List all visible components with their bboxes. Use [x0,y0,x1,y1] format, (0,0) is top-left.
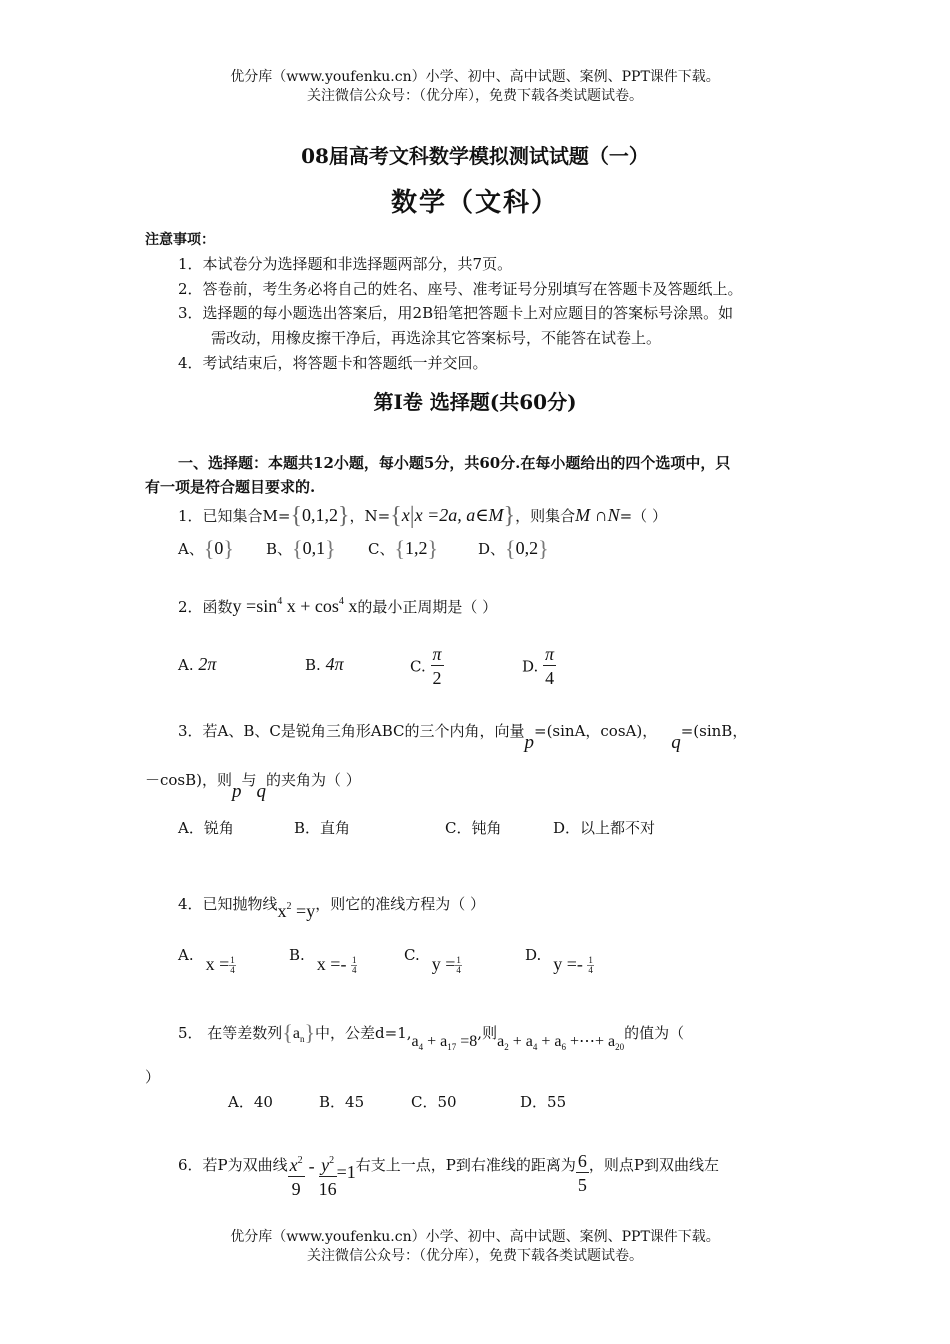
notice-item-4: 4．考试结束后，将答题卡和答题纸一并交回。 [178,354,488,372]
q3-option-c[interactable]: C．钝角 [445,819,502,837]
q1-option-d[interactable]: D、{0,2} [478,536,549,561]
q2-option-d[interactable]: D. $\frac{\pi}{4}$ [522,644,555,688]
section-instruction-1: 一、选择题：本题共12小题，每小题5分，共60分.在每小题给出的四个选项中，只 [178,454,731,472]
q5-option-c[interactable]: C．50 [411,1093,457,1111]
vector-p: p [524,732,534,753]
vector-q: q [671,732,681,753]
q2-option-c[interactable]: C. $\frac{\pi}{2}$ [410,644,442,688]
sequence-sum: $a_2 + a_4 + a_6$ +⋯+ $a_{20}$ [497,1033,625,1052]
notice-item-2: 2．答卷前，考生务必将自己的姓名、座号、准考证号分别填写在答题卡及答题纸上。 [178,280,743,298]
question-2: 2．函数$y =\sin^4$ $x + \cos^4 x$的最小正周期是（ ） [178,596,498,616]
q5-option-a[interactable]: A．40 [228,1093,273,1111]
q5-option-b[interactable]: B．45 [319,1093,365,1111]
q3-option-a[interactable]: A．锐角 [178,819,234,837]
header-line-2: 关注微信公众号：（优分库），免费下载各类试题试卷。 [307,88,643,104]
exam-subtitle: 数学（文科） [390,188,559,218]
header-line-1: 优分库（www.youfenku.cn）小学、初中、高中试题、案例、PPT课件下载。 [230,69,720,85]
period-formula: $y =\sin^4$ $x + \cos^4 x$ [232,596,358,616]
question-6: 6．若P为双曲线 $\frac{x^2}{9}$ - $\frac{y^2}{16}$ =1右支上一点，P到右准线的距离为 $\frac{6}{5}$ ，则点P到双曲线左 [178,1151,719,1199]
q4-option-c[interactable]: C. y = $\frac{1}{4}$ [404,946,461,976]
section-title: 第Ⅰ卷 选择题(共60分) [373,390,577,414]
q1-option-c[interactable]: C、{1,2} [368,536,439,561]
set-m: 0,1,2 [302,505,339,525]
sequence-condition: $a_4 + a_{17} =8$ [411,1033,478,1052]
footer-line-2: 关注微信公众号：（优分库），免费下载各类试题试卷。 [307,1248,643,1264]
q1-option-b[interactable]: B、{0,1} [266,536,336,561]
q3-option-d[interactable]: D．以上都不对 [553,819,656,837]
q4-option-d[interactable]: D. y =- $\frac{1}{4}$ [525,946,593,976]
question-3-line-2: －cosB)，则p与q的夹角为（ ） [145,771,361,802]
q4-option-a[interactable]: A. x = $\frac{1}{4}$ [178,946,235,976]
q5-option-d[interactable]: D．55 [520,1093,567,1111]
question-5-wrap: ） [145,1068,161,1086]
set-n: x =2a, a∈M [414,505,504,525]
question-4: 4．已知抛物线$x^2 =y$，则它的准线方程为（ ） [178,895,485,921]
q1-option-a[interactable]: A、{0} [178,536,234,561]
question-3-line-1: 3．若A、B、C是锐角三角形ABC的三个内角，向量p=(sinA，cosA)，q=(sinB， [178,722,748,753]
question-5: 5． 在等差数列$\{a_n\}$中，公差$d=1,a_4 + a_{17} =8$,则$a_2 + a_4 + a_6$ +⋯+ $a_{20}$的值为（ [178,1020,685,1052]
notice-heading: 注意事项： [145,232,215,248]
exam-title: 08届高考文科数学模拟测试试题（一） [301,144,649,168]
question-1: 1．已知集合M={0,1,2}，N={x|x =2a, a∈M}，则集合M ∩N=（ ） [178,503,667,529]
q2-option-b[interactable]: B. 4π [305,654,344,674]
notice-item-3-cont: 需改动，用橡皮擦干净后，再选涂其它答案标号，不能答在试卷上。 [211,329,662,347]
q2-option-a[interactable]: A. 2π [178,654,217,674]
parabola-equation: $x^2 =y$ [277,901,316,921]
notice-item-3: 3．选择题的每小题选出答案后，用2B铅笔把答题卡上对应题目的答案标号涂黑。如 [178,304,734,322]
q3-option-b[interactable]: B．直角 [294,819,351,837]
section-instruction-2: 有一项是符合题目要求的. [145,478,316,496]
notice-item-1: 1．本试卷分为选择题和非选择题两部分，共7页。 [178,255,513,273]
q4-option-b[interactable]: B. x =- $\frac{1}{4}$ [289,946,357,976]
footer-line-1: 优分库（www.youfenku.cn）小学、初中、高中试题、案例、PPT课件下载。 [230,1229,720,1245]
